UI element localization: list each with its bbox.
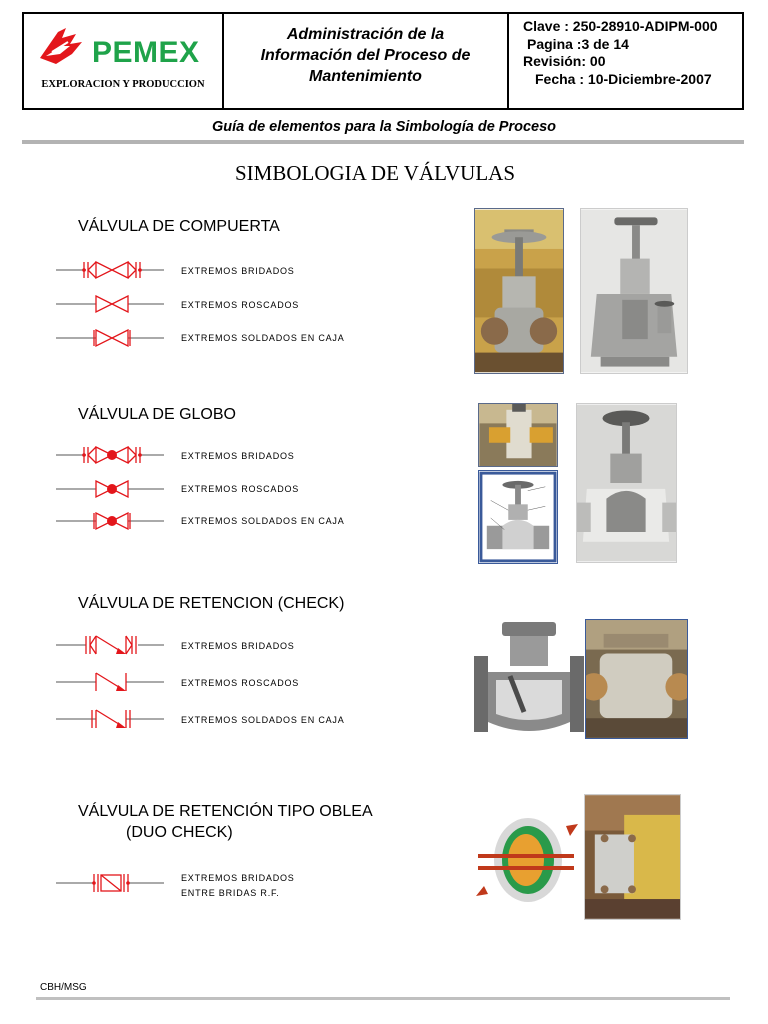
globe-valve-flanged-symbol — [56, 443, 168, 467]
logo-wordmark: PEMEX — [92, 36, 200, 69]
gate-valve-photo-cutaway — [580, 208, 688, 374]
symbol-label: EXTREMOS ROSCADOS — [181, 678, 300, 688]
globe-valve-threaded-symbol — [56, 477, 168, 501]
revision: Revisión: 00 — [523, 53, 606, 69]
symbol-label: EXTREMOS BRIDADOS — [181, 451, 295, 461]
logo-cell — [24, 14, 224, 108]
header-meta-cell — [509, 14, 744, 108]
symbol-label-line: EXTREMOS BRIDADOS — [181, 873, 295, 883]
gate-valve-flanged-symbol — [56, 258, 168, 282]
symbol-label: EXTREMOS SOLDADOS EN CAJA — [181, 715, 345, 725]
header-title-cell — [224, 14, 509, 108]
pemex-logo — [32, 24, 217, 74]
gate-valve-photo-installed — [474, 208, 564, 374]
header-title — [224, 24, 507, 87]
header-title-line: Información del Proceso de — [260, 47, 471, 64]
wafer-check-valve-symbol — [56, 870, 168, 896]
duo-check-valve-render — [474, 796, 580, 920]
header-title-line: Administración de la — [286, 26, 445, 43]
check-valve-cutaway-photo — [474, 616, 584, 740]
page-title: SIMBOLOGIA DE VÁLVULAS — [234, 161, 516, 185]
section-title-globe-valve: VÁLVULA DE GLOBO — [78, 406, 236, 423]
section-title-line: VÁLVULA DE RETENCIÓN TIPO OBLEA — [78, 803, 373, 820]
gate-valve-threaded-symbol — [56, 292, 168, 316]
symbol-label-line: ENTRE BRIDAS R.F. — [181, 888, 280, 898]
divider-top — [22, 140, 744, 144]
logo-tagline: EXPLORACION Y PRODUCCION — [41, 79, 205, 90]
section-title-line: (DUO CHECK) — [126, 824, 233, 841]
section-title-wafer-check-valve — [78, 801, 373, 843]
duo-check-valve-installed-photo — [584, 794, 681, 920]
check-valve-installed-photo — [585, 619, 688, 739]
symbol-label: EXTREMOS ROSCADOS — [181, 484, 300, 494]
globe-valve-diagram — [478, 470, 558, 564]
globe-valve-socket-weld-symbol — [56, 509, 168, 533]
symbol-label: EXTREMOS BRIDADOS — [181, 266, 295, 276]
header-title-line: Mantenimiento — [309, 68, 422, 85]
document-subtitle: Guía de elementos para la Simbología de Proceso — [211, 119, 557, 135]
divider-bottom — [36, 997, 730, 1000]
fecha: Fecha : 10-Diciembre-2007 — [535, 70, 712, 87]
symbol-label — [181, 872, 295, 900]
section-title-check-valve: VÁLVULA DE RETENCION (CHECK) — [78, 595, 345, 612]
check-valve-socket-weld-symbol — [56, 706, 168, 732]
gate-valve-socket-weld-symbol — [56, 326, 168, 350]
header-meta — [523, 18, 718, 88]
check-valve-threaded-symbol — [56, 669, 168, 695]
check-valve-flanged-symbol — [56, 632, 168, 658]
symbol-label: EXTREMOS ROSCADOS — [181, 300, 300, 310]
symbol-label: EXTREMOS BRIDADOS — [181, 641, 295, 651]
document-header — [22, 12, 744, 110]
symbol-label: EXTREMOS SOLDADOS EN CAJA — [181, 516, 345, 526]
clave: Clave : 250-28910-ADIPM-000 — [523, 18, 718, 34]
section-title-gate-valve: VÁLVULA DE COMPUERTA — [78, 218, 280, 235]
symbol-label: EXTREMOS SOLDADOS EN CAJA — [181, 333, 345, 343]
footer-initials: CBH/MSG — [40, 982, 87, 993]
pagina: Pagina :3 de 14 — [527, 35, 629, 52]
globe-valve-photo-installed — [478, 403, 558, 467]
globe-valve-photo-cutaway — [576, 403, 677, 563]
